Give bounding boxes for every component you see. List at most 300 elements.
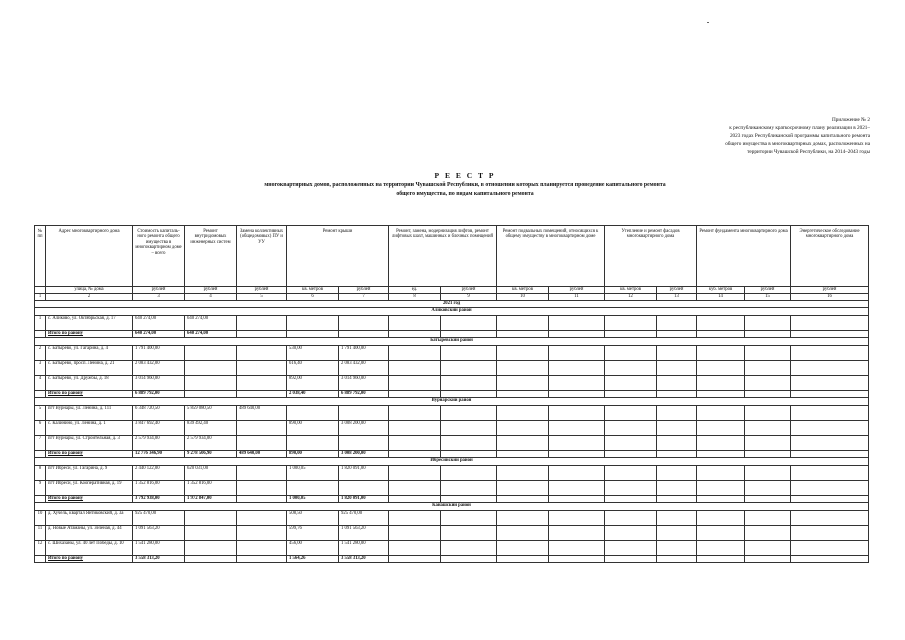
meters-cell: [237, 481, 287, 496]
unit-cell: рублей: [185, 287, 237, 294]
header-cell: Ремонт крыши: [287, 226, 389, 287]
roof-cost-cell: 1 820 091,00: [339, 466, 389, 481]
roof-cost-cell: [339, 316, 389, 331]
total-cost-cell: 1 352 816,00: [133, 481, 185, 496]
empty-cell: [657, 481, 697, 496]
empty-cell: [605, 376, 657, 391]
header-cell: Ремонт подвальных помещений, относящихся к общему имуществу в многоквартирном доме: [497, 226, 605, 287]
empty-cell: [549, 331, 605, 338]
address-cell: с. Батырево, просп. Ленина, д. 21: [46, 361, 133, 376]
empty-cell: [549, 316, 605, 331]
empty-cell: [389, 511, 441, 526]
column-number-cell: 11: [549, 294, 605, 301]
column-number-cell: 4: [185, 294, 237, 301]
empty-cell: [791, 436, 869, 451]
empty-cell: [441, 421, 497, 436]
empty-cell: [497, 451, 549, 458]
empty-cell: [441, 496, 497, 503]
empty-cell: [697, 331, 745, 338]
header-cell: Замена коллективных (общедомовых) ПУ и УУ: [237, 226, 287, 287]
empty-cell: [389, 346, 441, 361]
roof-area-cell: 456,00: [287, 541, 339, 556]
table-row: [35, 421, 869, 436]
header-cell: Стоимость капиталь-ного ремонта общего имущества в многоквартирном доме – всего: [133, 226, 185, 287]
empty-cell: [791, 481, 869, 496]
address-cell: с. Аликово, ул. Октябрьская, д. 17: [46, 316, 133, 331]
roof-area-cell: 599,76: [287, 526, 339, 541]
empty-cell: [441, 376, 497, 391]
engineering-systems-cell: 1 972 847,00: [185, 496, 237, 503]
empty-cell: [549, 496, 605, 503]
empty-cell: [657, 376, 697, 391]
empty-cell: [605, 511, 657, 526]
district-total-row: [35, 496, 869, 503]
meters-cell: [237, 376, 287, 391]
roof-cost-cell: [339, 331, 389, 338]
row-number: 11: [35, 526, 46, 541]
table-row: [35, 361, 869, 376]
empty-cell: [657, 541, 697, 556]
empty-cell: [697, 406, 745, 421]
header-cell: Энергетическое обследование многоквартирного дома: [791, 226, 869, 287]
roof-area-cell: 892,00: [287, 376, 339, 391]
unit-cell: рублей: [441, 287, 497, 294]
empty-cell: [791, 556, 869, 563]
empty-cell: [605, 436, 657, 451]
empty-cell: [497, 481, 549, 496]
engineering-systems-cell: [185, 541, 237, 556]
total-cost-cell: 2 440 122,00: [133, 466, 185, 481]
engineering-systems-cell: [185, 511, 237, 526]
row-number: 6: [35, 421, 46, 436]
roof-area-cell: [287, 481, 339, 496]
row-number: 3: [35, 361, 46, 376]
empty-cell: [605, 496, 657, 503]
roof-cost-cell: 1 541 280,00: [339, 541, 389, 556]
column-number-cell: 3: [133, 294, 185, 301]
unit-cell: рублей: [791, 287, 869, 294]
empty-cell: [605, 526, 657, 541]
empty-cell: [35, 556, 46, 563]
row-number: 4: [35, 376, 46, 391]
roof-cost-cell: 6 889 792,00: [339, 391, 389, 398]
empty-cell: [697, 511, 745, 526]
empty-cell: [791, 526, 869, 541]
year-label: 2021 год: [35, 301, 869, 308]
district-total-row: [35, 391, 869, 398]
district-row: [35, 503, 869, 511]
empty-cell: [745, 316, 791, 331]
empty-cell: [657, 496, 697, 503]
address-cell: д. Хучель, квартал Янтиковский, д. 3а: [46, 511, 133, 526]
unit-cell: рублей: [657, 287, 697, 294]
column-number-cell: 14: [697, 294, 745, 301]
empty-cell: [791, 406, 869, 421]
total-cost-cell: 925 470,00: [133, 511, 185, 526]
roof-area-cell: 890,00: [287, 421, 339, 436]
meters-cell: [237, 436, 287, 451]
empty-cell: [549, 421, 605, 436]
row-number: 5: [35, 406, 46, 421]
empty-cell: [549, 481, 605, 496]
empty-cell: [389, 406, 441, 421]
district-name: Ибресинский район: [35, 458, 869, 466]
empty-cell: [389, 496, 441, 503]
roof-cost-cell: 925 470,00: [339, 511, 389, 526]
table-row: [35, 511, 869, 526]
meters-cell: [237, 391, 287, 398]
empty-cell: [35, 331, 46, 338]
roof-cost-cell: 3 008 200,00: [339, 421, 389, 436]
empty-cell: [389, 316, 441, 331]
empty-cell: [745, 391, 791, 398]
empty-cell: [441, 481, 497, 496]
unit-cell: кв. метров: [497, 287, 549, 294]
roof-area-cell: 1 000,05: [287, 496, 339, 503]
empty-cell: [605, 346, 657, 361]
row-number: 1: [35, 316, 46, 331]
empty-cell: [791, 466, 869, 481]
empty-cell: [697, 526, 745, 541]
district-total-label: Итого по району: [46, 451, 133, 458]
row-number: 7: [35, 436, 46, 451]
district-name: Канашский район: [35, 503, 869, 511]
empty-cell: [549, 541, 605, 556]
engineering-systems-cell: [185, 556, 237, 563]
meters-cell: [237, 496, 287, 503]
empty-cell: [35, 451, 46, 458]
engineering-systems-cell: [185, 391, 237, 398]
column-number-cell: 15: [745, 294, 791, 301]
district-total-label: Итого по району: [46, 556, 133, 563]
empty-cell: [697, 466, 745, 481]
meters-cell: [237, 361, 287, 376]
roof-cost-cell: 3 558 313,20: [339, 556, 389, 563]
row-number: 2: [35, 346, 46, 361]
empty-cell: [549, 376, 605, 391]
engineering-systems-cell: [185, 346, 237, 361]
empty-cell: [605, 451, 657, 458]
empty-cell: [657, 331, 697, 338]
empty-cell: [389, 436, 441, 451]
empty-cell: [697, 541, 745, 556]
empty-cell: [497, 541, 549, 556]
empty-cell: [441, 361, 497, 376]
engineering-systems-cell: 5 859 080,50: [185, 406, 237, 421]
scan-speck: [707, 22, 709, 23]
meters-cell: [237, 421, 287, 436]
district-name: Батыревский район: [35, 338, 869, 346]
empty-cell: [697, 376, 745, 391]
total-cost-cell: 12 776 346,90: [133, 451, 185, 458]
unit-cell: кв. метров: [605, 287, 657, 294]
empty-cell: [605, 406, 657, 421]
empty-cell: [549, 451, 605, 458]
engineering-systems-cell: 9 278 506,90: [185, 451, 237, 458]
empty-cell: [497, 556, 549, 563]
empty-cell: [745, 361, 791, 376]
empty-cell: [389, 451, 441, 458]
empty-cell: [657, 391, 697, 398]
district-total-row: [35, 331, 869, 338]
empty-cell: [549, 391, 605, 398]
total-cost-cell: 1 541 280,00: [133, 541, 185, 556]
meters-cell: [237, 346, 287, 361]
header-row: [35, 226, 869, 287]
empty-cell: [657, 436, 697, 451]
empty-cell: [697, 361, 745, 376]
empty-cell: [791, 496, 869, 503]
document-title-block: [120, 170, 810, 199]
empty-cell: [697, 421, 745, 436]
empty-cell: [745, 346, 791, 361]
empty-cell: [745, 511, 791, 526]
empty-cell: [441, 346, 497, 361]
engineering-systems-cell: 2 579 934,00: [185, 436, 237, 451]
registry-table: [34, 225, 869, 563]
unit-cell: ед.: [389, 287, 441, 294]
empty-cell: [697, 451, 745, 458]
address-cell: с. Шихазаны, ул. 40 лет Победы, д. 10: [46, 541, 133, 556]
empty-cell: [791, 376, 869, 391]
engineering-systems-cell: [185, 526, 237, 541]
header-cell: Адрес многоквартирного дома: [46, 226, 133, 287]
empty-cell: [497, 511, 549, 526]
empty-cell: [657, 316, 697, 331]
empty-cell: [441, 451, 497, 458]
table-row: [35, 436, 869, 451]
unit-cell: кв. метров: [287, 287, 339, 294]
empty-cell: [745, 481, 791, 496]
empty-cell: [605, 556, 657, 563]
meters-cell: [237, 316, 287, 331]
total-cost-cell: 3 558 313,20: [133, 556, 185, 563]
row-number: 12: [35, 541, 46, 556]
meters-cell: [237, 556, 287, 563]
empty-cell: [497, 331, 549, 338]
empty-cell: [791, 316, 869, 331]
total-cost-cell: 3 847 692,40: [133, 421, 185, 436]
empty-cell: [657, 556, 697, 563]
empty-cell: [497, 406, 549, 421]
roof-cost-cell: 1 091 563,20: [339, 526, 389, 541]
empty-cell: [657, 406, 697, 421]
row-number: 10: [35, 511, 46, 526]
empty-cell: [605, 541, 657, 556]
district-name: Аликовский район: [35, 308, 869, 316]
appendix-line: к республиканскому краткосрочному плану реализации в 2021–: [729, 125, 870, 131]
unit-cell: рублей: [133, 287, 185, 294]
column-number-cell: 16: [791, 294, 869, 301]
empty-cell: [791, 511, 869, 526]
district-row: [35, 398, 869, 406]
address-cell: с. Батырево, ул. Дружбы, д. 18: [46, 376, 133, 391]
column-number-cell: 7: [339, 294, 389, 301]
empty-cell: [549, 406, 605, 421]
total-cost-cell: 1 791 400,00: [133, 346, 185, 361]
empty-cell: [549, 436, 605, 451]
document-subtitle: многоквартирных домов, расположенных на территории Чувашской Республики, в отношении которых планируется проведение капитального ремонта: [264, 182, 666, 188]
empty-cell: [605, 361, 657, 376]
unit-cell: куб. метров: [697, 287, 745, 294]
roof-area-cell: 1 000,05: [287, 466, 339, 481]
empty-cell: [497, 526, 549, 541]
empty-cell: [745, 556, 791, 563]
total-cost-cell: 6 348 720,50: [133, 406, 185, 421]
empty-cell: [605, 421, 657, 436]
address-cell: с. Калинино, ул. Ленина, д. 1: [46, 421, 133, 436]
empty-cell: [389, 466, 441, 481]
empty-cell: [745, 451, 791, 458]
meters-cell: 489 640,00: [237, 406, 287, 421]
engineering-systems-cell: 620 031,00: [185, 466, 237, 481]
empty-cell: [549, 346, 605, 361]
empty-cell: [657, 346, 697, 361]
empty-cell: [605, 316, 657, 331]
roof-cost-cell: [339, 406, 389, 421]
district-row: [35, 308, 869, 316]
roof-cost-cell: 3 014 960,00: [339, 376, 389, 391]
total-cost-cell: 3 792 938,00: [133, 496, 185, 503]
empty-cell: [697, 346, 745, 361]
address-cell: пгт Вурнары, ул. Строительная, д. 3: [46, 436, 133, 451]
address-cell: с. Батырево, ул. Гагарина, д. 4: [46, 346, 133, 361]
table-row: [35, 466, 869, 481]
total-cost-cell: 640 274,00: [133, 316, 185, 331]
column-numbers-row: [35, 294, 869, 301]
empty-cell: [697, 436, 745, 451]
empty-cell: [497, 316, 549, 331]
empty-cell: [791, 346, 869, 361]
header-cell: Ремонт фундамента многоквартирного дома: [697, 226, 791, 287]
district-total-row: [35, 451, 869, 458]
units-row: [35, 287, 869, 294]
row-number: 8: [35, 466, 46, 481]
roof-area-cell: [287, 406, 339, 421]
meters-cell: [237, 466, 287, 481]
empty-cell: [389, 391, 441, 398]
empty-cell: [441, 526, 497, 541]
roof-area-cell: 530,00: [287, 346, 339, 361]
empty-cell: [745, 376, 791, 391]
total-cost-cell: 2 083 432,00: [133, 361, 185, 376]
address-cell: пгт Ибреси, ул. Гагарина, д. 9: [46, 466, 133, 481]
roof-cost-cell: [339, 436, 389, 451]
roof-cost-cell: 3 008 200,00: [339, 451, 389, 458]
engineering-systems-cell: [185, 376, 237, 391]
year-row: [35, 301, 869, 308]
header-cell: Ремонт, замена, модернизация лифтов, ремонт лифтовых шахт, машинных и блочных помещений: [389, 226, 497, 287]
empty-cell: [791, 451, 869, 458]
empty-cell: [745, 406, 791, 421]
empty-cell: [389, 526, 441, 541]
roof-area-cell: [287, 436, 339, 451]
empty-cell: [441, 331, 497, 338]
empty-cell: [389, 541, 441, 556]
document-subtitle-cont: общего имущества, по видам капитального ремонта: [396, 191, 534, 197]
empty-cell: [35, 391, 46, 398]
empty-cell: [497, 436, 549, 451]
roof-area-cell: 508,50: [287, 511, 339, 526]
table-row: [35, 406, 869, 421]
empty-cell: [745, 526, 791, 541]
empty-cell: [697, 556, 745, 563]
empty-cell: [441, 406, 497, 421]
empty-cell: [441, 541, 497, 556]
meters-cell: [237, 511, 287, 526]
empty-cell: [657, 421, 697, 436]
district-name: Вурнарский район: [35, 398, 869, 406]
empty-cell: [497, 391, 549, 398]
table-row: [35, 526, 869, 541]
roof-area-cell: 616,40: [287, 361, 339, 376]
table-row: [35, 346, 869, 361]
empty-cell: [791, 421, 869, 436]
roof-cost-cell: 1 820 091,00: [339, 496, 389, 503]
district-total-row: [35, 556, 869, 563]
column-number-cell: 1: [35, 294, 46, 301]
empty-cell: [497, 376, 549, 391]
empty-cell: [657, 451, 697, 458]
empty-cell: [549, 511, 605, 526]
unit-cell: рублей: [339, 287, 389, 294]
empty-cell: [389, 331, 441, 338]
address-cell: пгт Ибреси, ул. Кооперативная, д. 19: [46, 481, 133, 496]
empty-cell: [791, 361, 869, 376]
address-cell: д. Новые Атаманы, ул. Зеленая, д. 44: [46, 526, 133, 541]
engineering-systems-cell: 1 352 816,00: [185, 481, 237, 496]
empty-cell: [657, 361, 697, 376]
empty-cell: [389, 556, 441, 563]
header-cell: Утепление и ремонт фасадов многоквартирного дома: [605, 226, 697, 287]
appendix-line: 2023 годах Республиканской программы капитального ремонта: [729, 133, 870, 139]
empty-cell: [791, 391, 869, 398]
column-number-cell: 5: [237, 294, 287, 301]
unit-cell: [35, 287, 46, 294]
header-cell: Ремонт внутридомовых инженерных систем: [185, 226, 237, 287]
empty-cell: [389, 481, 441, 496]
empty-cell: [441, 316, 497, 331]
empty-cell: [549, 466, 605, 481]
empty-cell: [389, 421, 441, 436]
row-number: 9: [35, 481, 46, 496]
empty-cell: [549, 526, 605, 541]
empty-cell: [441, 556, 497, 563]
column-number-cell: 10: [497, 294, 549, 301]
empty-cell: [791, 331, 869, 338]
header-cell: № пп: [35, 226, 46, 287]
empty-cell: [441, 466, 497, 481]
table-row: [35, 376, 869, 391]
empty-cell: [605, 331, 657, 338]
empty-cell: [697, 316, 745, 331]
roof-area-cell: 890,00: [287, 451, 339, 458]
empty-cell: [745, 436, 791, 451]
empty-cell: [35, 496, 46, 503]
district-row: [35, 458, 869, 466]
empty-cell: [697, 481, 745, 496]
empty-cell: [657, 511, 697, 526]
roof-area-cell: [287, 331, 339, 338]
total-cost-cell: 3 014 960,00: [133, 376, 185, 391]
column-number-cell: 13: [657, 294, 697, 301]
total-cost-cell: 640 274,00: [133, 331, 185, 338]
unit-cell: рублей: [549, 287, 605, 294]
roof-area-cell: 1 564,26: [287, 556, 339, 563]
document-title: Р Е Е С Т Р: [434, 171, 496, 180]
roof-cost-cell: 1 791 400,00: [339, 346, 389, 361]
empty-cell: [441, 391, 497, 398]
